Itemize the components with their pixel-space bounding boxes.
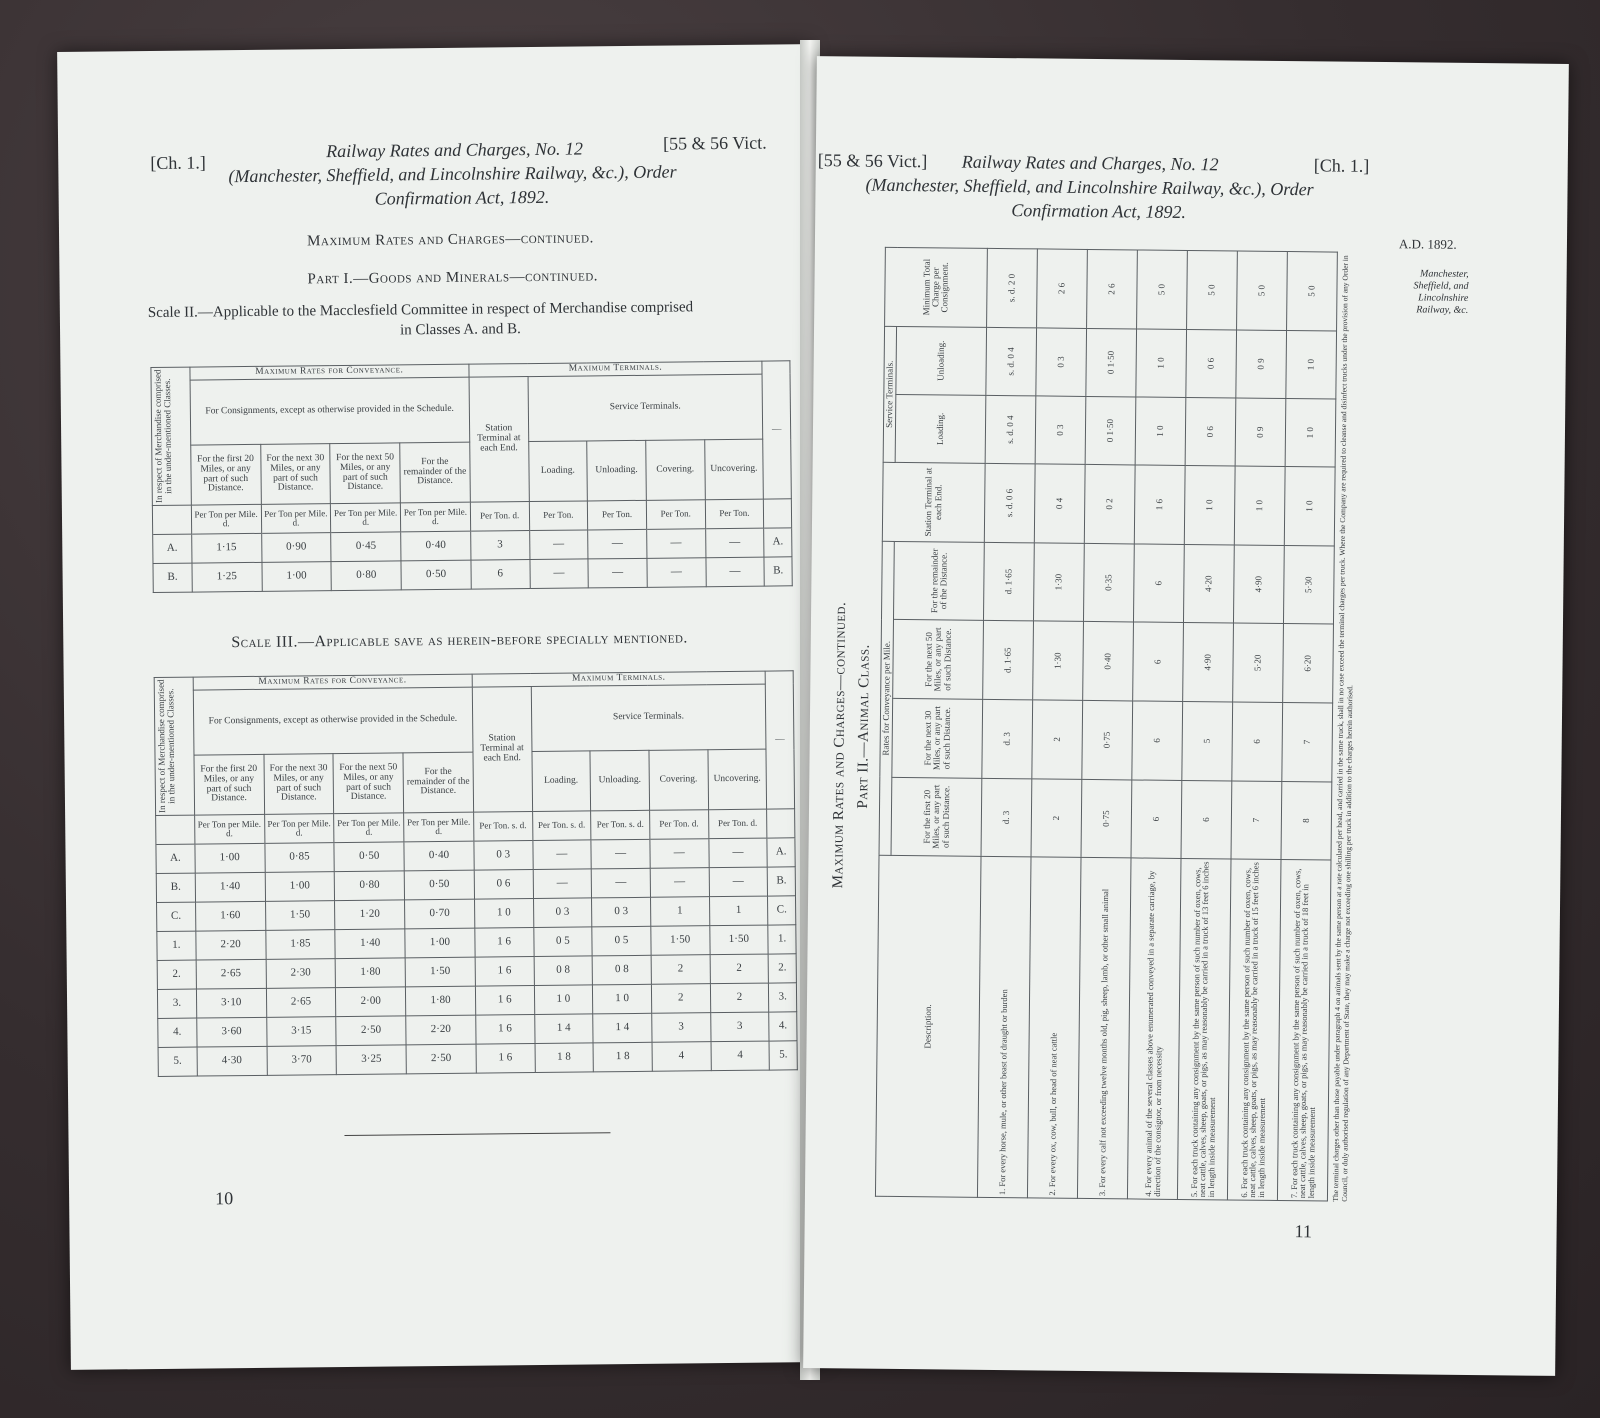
table-cell: — (709, 867, 768, 897)
value-cell: 6 (1134, 544, 1185, 623)
table-cell: B. (153, 563, 192, 592)
unit-cell: Per Ton per Mile. d. (331, 503, 401, 533)
table-cell: — (706, 557, 765, 587)
r1-header: For the first 20 Miles, or any part of such Distance. (891, 777, 982, 857)
act-subtitle: (Manchester, Sheffield, and Lincolnshire Railway, &c.), Order (865, 174, 1314, 200)
table-cell: B. (767, 867, 795, 896)
value-cell: 8 (1281, 781, 1332, 860)
terminals-header: Maximum Terminals. (469, 361, 763, 377)
value-cell: 0 3 (1036, 328, 1087, 397)
table-cell: B. (764, 557, 792, 586)
value-cell: 2 6 (1037, 249, 1088, 328)
unit-cell: Per Ton. d. (649, 810, 708, 840)
consignments-header: For Consignments, except as otherwise provided in the Schedule. (193, 687, 473, 755)
table-cell: 2·20 (196, 930, 266, 960)
table-cell: 1. (157, 931, 196, 960)
unit-cell (156, 815, 195, 844)
table-cell: 1 6 (476, 1044, 535, 1074)
loading-header: Loading. (528, 441, 587, 502)
table-cell: 0·70 (405, 899, 475, 929)
table-cell: 1·80 (405, 986, 475, 1016)
col1-header: For the first 20 Miles, or any part of such Distance. (190, 444, 260, 505)
table-cell: 1 4 (534, 1014, 593, 1044)
value-cell: 1 0 (1136, 397, 1187, 466)
table-cell: A. (764, 528, 792, 557)
table-cell: 0·50 (334, 842, 404, 872)
table-cell: 0·45 (331, 532, 401, 562)
station-header: Station Terminal at each End. (469, 377, 529, 503)
unit-cell (764, 499, 792, 528)
rates-header: Rates for Conveyance per Mile. (879, 541, 895, 856)
table-cell: — (588, 558, 647, 588)
table-cell: 1·50 (651, 926, 710, 956)
table-cell: — (647, 558, 706, 588)
table-cell: 0 3 (533, 898, 592, 928)
vict-label: [55 & 56 Vict. (663, 132, 767, 154)
table-cell: C. (768, 896, 796, 925)
table-cell: 1. (768, 925, 796, 954)
col4-header: For the remainder of the Distance. (400, 442, 470, 503)
col1-header: For the first 20 Miles, or any part of such Distance. (194, 754, 264, 815)
chapter-label: [Ch. 1.] (1313, 155, 1370, 176)
table-cell: — (591, 868, 650, 898)
table-cell: 0 5 (592, 926, 651, 956)
vict-label: [55 & 56 Vict.] (817, 150, 928, 172)
value-cell: s. d. 2 0 (987, 248, 1038, 327)
value-cell: d. 1·65 (984, 542, 1035, 621)
table-cell: 4·30 (197, 1046, 267, 1076)
r4-header: For the remainder of the Distance. (894, 541, 985, 621)
right-page (803, 56, 1569, 1376)
value-cell: s. d. 0 6 (985, 463, 1036, 542)
unit-cell: Per Ton. (529, 501, 588, 531)
table-cell: 0·80 (331, 561, 401, 591)
value-cell: 6 (1133, 622, 1184, 701)
table-cell: 1·00 (265, 872, 335, 902)
table-cell: 1·40 (195, 872, 265, 902)
value-cell: s. d. 0 4 (986, 395, 1037, 464)
table-cell: C. (157, 902, 196, 931)
col2-header: For the next 30 Miles, or any part of such Distance. (260, 444, 330, 505)
col3-header: For the next 50 Miles, or any part of such Distance. (333, 753, 403, 814)
animal-class-table (875, 247, 1338, 1202)
divider-rule (344, 1132, 610, 1136)
table-cell: A. (156, 844, 195, 873)
value-cell: 1 0 (1235, 466, 1286, 545)
table-cell: 1 0 (474, 899, 533, 929)
value-cell: 0 1·50 (1086, 396, 1137, 465)
value-cell: 5 0 (1237, 251, 1288, 330)
description-cell: 1. For every horse, mule, or other beast of draught or burden (978, 857, 1032, 1198)
value-cell: 2 6 (1087, 249, 1138, 328)
description-cell: 5. For each truck containing any consignment by the same person of such number of oxen, cows, neat cattle, calves, sheep, goats, or pigs, as may reasonably be carried in a truck of 13 feet 6 inches in length inside measurement (1178, 859, 1232, 1200)
table-cell: 1 4 (593, 1013, 652, 1043)
table-cell: 0 3 (592, 897, 651, 927)
table-cell: 0 8 (592, 955, 651, 985)
table-cell: — (708, 838, 767, 868)
table-cell: 4. (158, 1018, 197, 1047)
value-cell: 1 0 (1286, 398, 1337, 467)
description-cell: 7. For each truck containing any consignment by the same person of such number of oxen, cows, neat cattle, calves, sheep, goats, or pigs, as may reasonably be carried in a truck of 18 feet in length inside measurement (1278, 860, 1332, 1201)
chapter-label: [Ch. 1.] (150, 152, 206, 174)
unloading-header: Unloading. (587, 440, 646, 501)
unit-cell: Per Ton. s. d. (473, 812, 532, 842)
col2-header: For the next 30 Miles, or any part of such Distance. (264, 754, 334, 815)
table-cell: — (529, 530, 588, 560)
loading-header: Loading. (531, 751, 590, 812)
value-cell: 1 0 (1286, 330, 1337, 399)
value-cell: 0 2 (1085, 464, 1136, 543)
value-cell: s. d. 0 4 (986, 327, 1037, 396)
classes-header: In respect of Merchandise comprised in the under-mentioned Classes. (155, 679, 177, 814)
table-cell: — (650, 839, 709, 869)
value-cell: 7 (1231, 781, 1282, 860)
unit-cell: Per Ton per Mile. d. (194, 814, 264, 844)
unloading-header: Unloading. (590, 750, 649, 811)
value-cell: 0·75 (1082, 700, 1133, 779)
table-cell: 4. (769, 1012, 797, 1041)
unit-cell: Per Ton. d. (470, 502, 529, 532)
value-cell: 5 (1182, 701, 1233, 780)
left-page (57, 44, 823, 1370)
table-footnote: The terminal charges other than those payable under paragraph 4 on animals sent by the same person at a rate calculated per head, and carried in the same truck, shall in no case exceed the terminal charges per truck. Where the Company are required to cleanse and disinfect trucks under the provision of any Order in Council, or duly authorised regulation of any Department of State, they may make a charge not exceeding one shilling per truck in addition to the charges herein authorised. (1330, 255, 1355, 1202)
uncovering-header: Uncovering. (704, 439, 763, 500)
table-cell: 2. (768, 954, 796, 983)
value-cell: 1 0 (1285, 467, 1336, 546)
r2-header: For the next 30 Miles, or any part of such Distance. (892, 698, 983, 778)
table-cell: 3·10 (196, 988, 266, 1018)
table-cell: 1 (650, 897, 709, 927)
table-cell: 4 (711, 1041, 770, 1071)
unit-cell: Per Ton. (646, 500, 705, 530)
uncovering-header: Uncovering. (708, 749, 767, 810)
value-cell: 5 0 (1187, 250, 1238, 329)
table-cell: 0·85 (264, 843, 334, 873)
value-cell: 4·90 (1234, 545, 1285, 624)
value-cell: 0 1·50 (1086, 328, 1137, 397)
description-header: Description. (875, 855, 981, 1197)
act-title: Railway Rates and Charges, No. 12 (961, 151, 1219, 175)
table-cell: B. (156, 873, 195, 902)
value-cell: 1 6 (1135, 465, 1186, 544)
table-cell: 6 (471, 560, 530, 590)
act-title: Railway Rates and Charges, No. 12 (326, 138, 584, 162)
act-subtitle: (Manchester, Sheffield, and Lincolnshire Railway, &c.), Order (228, 161, 677, 187)
value-cell: 6·20 (1283, 624, 1334, 703)
unloading-header: Unloading. (896, 326, 987, 395)
table-cell: 3·60 (196, 1017, 266, 1047)
value-cell: 5 0 (1287, 252, 1338, 331)
table-cell: 1·00 (261, 562, 331, 592)
table-cell: 1·25 (192, 562, 262, 592)
scale2-heading: Scale II.—Applicable to the Macclesfield Committee in respect of Merchandise comprised (147, 299, 694, 322)
table-cell: 1·15 (191, 533, 261, 563)
covering-header: Covering. (646, 440, 705, 501)
minimum-header: Minimum Total Charge per Consignment. (885, 247, 988, 327)
table-cell: 0 6 (474, 870, 533, 900)
margin-note: Manchester, Sheffield, and Lincolnshire Railway, &c. (1413, 268, 1469, 316)
conveyance-header: Maximum Rates for Conveyance. (193, 674, 472, 690)
table-cell: 1·50 (405, 957, 475, 987)
table-cell: 1·80 (335, 958, 405, 988)
value-cell: 4·90 (1183, 623, 1234, 702)
table-cell: 2·65 (196, 959, 266, 989)
table-cell: 2·50 (336, 1016, 406, 1046)
unit-cell: Per Ton. s. d. (591, 810, 650, 840)
value-cell: 0 9 (1236, 398, 1287, 467)
act-year: Confirmation Act, 1892. (1011, 200, 1187, 222)
scale2-subheading: in Classes A. and B. (399, 321, 521, 339)
unit-cell: Per Ton per Mile. d. (400, 502, 470, 532)
value-cell: 0·40 (1083, 622, 1134, 701)
terminals-header: Maximum Terminals. (472, 671, 766, 687)
table-cell: 2 (651, 955, 710, 985)
value-cell: 6 (1181, 780, 1232, 859)
page-number-left: 10 (215, 1188, 234, 1209)
table-cell: 3·70 (267, 1046, 337, 1076)
table-cell: 1·85 (265, 930, 335, 960)
value-cell: 2 (1032, 700, 1083, 779)
table-cell: — (588, 529, 647, 559)
table-cell: 1 6 (475, 986, 534, 1016)
covering-header: Covering. (649, 750, 708, 811)
table-cell: 1·00 (405, 928, 475, 958)
value-cell: 1·30 (1034, 543, 1085, 622)
table-cell: 2 (710, 983, 769, 1013)
table-cell: 1·60 (195, 901, 265, 931)
table-cell: — (647, 529, 706, 559)
table-cell: 1 (709, 896, 768, 926)
table-cell: 0 8 (534, 956, 593, 986)
table-cell: 1·00 (195, 843, 265, 873)
value-cell: 2 (1031, 778, 1082, 857)
table-cell: 1 6 (475, 928, 534, 958)
value-cell: 5·30 (1284, 545, 1335, 624)
table-row (153, 557, 792, 593)
classes-header: In respect of Merchandise comprised in the under-mentioned Classes. (152, 369, 174, 504)
table-cell: 1 6 (475, 957, 534, 987)
table-cell: 1 8 (593, 1042, 652, 1072)
scale3-heading: Scale III.—Applicable save as herein-before specially mentioned. (231, 629, 688, 652)
table-cell: 2·00 (336, 987, 406, 1017)
value-cell: 1 0 (1136, 329, 1187, 398)
unit-cell: Per Ton per Mile. d. (334, 813, 404, 843)
value-cell: 0 6 (1186, 397, 1237, 466)
unit-cell (152, 505, 191, 534)
table-cell: — (705, 528, 764, 558)
col3-header: For the next 50 Miles, or any part of such Distance. (330, 443, 400, 504)
col4-header: For the remainder of the Distance. (403, 752, 473, 813)
table-cell: 2 (651, 984, 710, 1014)
value-cell: d. 3 (982, 699, 1033, 778)
table-cell: 3·25 (336, 1045, 406, 1075)
table-cell: 1·40 (335, 929, 405, 959)
unit-cell: Per Ton. (588, 500, 647, 530)
scale3-table: In respect of Merchandise comprised in the under-mentioned Classes. Maximum Rates for Conveyance. Maximum Terminals. — For Consignments, except as otherwise provided in the Schedule. Station Terminal at each End. Service Terminals. For the first 20 Miles, or any part of such Distance. For the next 30 Miles, or any part of such Distance. For the next 50 Miles, or any part of such Distance. For the remainder of the Distance. Loading. Unloading. Covering. Uncovering. Per Ton per Mile. d. Per Ton per Mile. d. Per Ton per Mile. d. Per Ton per Mile. d. Per Ton. s. d. Per Ton. s. d. Per Ton. s. d. Per Ton. d. Per Ton. d. A. 1·00 0·85 0·50 0·40 0 3 — — — — A. B. 1·40 1·00 0·80 0·50 0 6 — — — — B. C. 1·60 1·50 1·20 0·70 1 0 0 3 0 3 1 1 C. 1. 2·20 1·85 1·40 1·00 1 6 0 5 0 5 1·50 1·50 1. 2. 2·65 2·30 1·80 1·50 1 6 0 8 0 8 2 2 2. 3. 3·10 2·65 2·00 1·80 1 6 1 0 1 0 2 2 3. 4. 3·60 3·15 2·50 2·20 1 6 1 4 1 4 3 3 4. 5. 4·30 3·70 3·25 2·50 1 6 1 8 1 8 4 4 5. (154, 670, 798, 1077)
unit-cell (767, 809, 795, 838)
table-cell: — (529, 559, 588, 589)
table-cell: 1 8 (535, 1043, 594, 1073)
value-cell: 0 3 (1036, 396, 1087, 465)
unit-cell: Per Ton. d. (708, 809, 767, 839)
table-cell: 3. (157, 989, 196, 1018)
station-header: Station Terminal at each End. (882, 462, 985, 542)
table-row (158, 1041, 797, 1077)
table-cell: 2·20 (406, 1015, 476, 1045)
table-cell: 2·65 (266, 988, 336, 1018)
value-cell: 5 0 (1137, 250, 1188, 329)
value-cell: 6 (1132, 701, 1183, 780)
table-cell: 2·50 (406, 1044, 476, 1074)
value-cell: 1 0 (1185, 465, 1236, 544)
value-cell: 0 6 (1186, 329, 1237, 398)
unit-cell: Per Ton per Mile. d. (191, 504, 261, 534)
rotated-part-heading: Part II.—Animal Class. (855, 644, 873, 809)
service-header: Service Terminals. (883, 326, 897, 462)
part-heading: Part I.—Goods and Minerals—continued. (307, 268, 599, 288)
table-cell: 1·20 (335, 900, 405, 930)
unit-cell: Per Ton. (705, 499, 764, 529)
section-heading: Maximum Rates and Charges—continued. (307, 230, 594, 250)
value-cell: 0 4 (1035, 464, 1086, 543)
service-header: Service Terminals. (528, 374, 763, 441)
table-cell: — (650, 868, 709, 898)
value-cell: d. 1·65 (983, 621, 1034, 700)
value-cell: 6 (1131, 780, 1182, 859)
table-cell: 1 0 (593, 984, 652, 1014)
description-cell: 2. For every ox, cow, bull, or head of neat cattle (1028, 857, 1082, 1198)
table-cell: 0·40 (401, 531, 471, 561)
value-cell: d. 3 (981, 778, 1032, 857)
table-cell: 0·40 (404, 841, 474, 871)
value-cell: 1·30 (1033, 621, 1084, 700)
table-cell: 2. (157, 960, 196, 989)
table-cell: 3. (769, 983, 797, 1012)
table-cell: 1 6 (476, 1015, 535, 1045)
table-cell: 0 3 (474, 841, 533, 871)
table-cell: 0·90 (261, 533, 331, 563)
table-cell: — (591, 839, 650, 869)
scale2-table: In respect of Merchandise comprised in the under-mentioned Classes. Maximum Rates for Conveyance. Maximum Terminals. — For Consignments, except as otherwise provided in the Schedule. Station Terminal at each End. Service Terminals. For the first 20 Miles, or any part of such Distance. For the next 30 Miles, or any part of such Distance. For the next 50 Miles, or any part of such Distance. For the remainder of the Distance. Loading. Unloading. Covering. Uncovering. Per Ton per Mile. d. Per Ton per Mile. d. Per Ton per Mile. d. Per Ton per Mile. d. Per Ton. d. Per Ton. Per Ton. Per Ton. Per Ton. A. 1·15 0·90 0·45 0·40 3 — — — — A. B. 1·25 1·00 0·80 0·50 6 — — — — B. (150, 360, 792, 593)
value-cell: 4·20 (1184, 544, 1235, 623)
value-cell: 6 (1232, 702, 1283, 781)
rotated-section-heading: Maximum Rates and Charges—continued. (830, 601, 850, 889)
animal-row (1278, 252, 1338, 1201)
table-cell: 5. (158, 1047, 197, 1076)
table-cell: 3 (652, 1013, 711, 1043)
value-cell: 0·75 (1081, 779, 1132, 858)
table-cell: 2 (710, 954, 769, 984)
table-cell: 2·30 (266, 959, 336, 989)
station-header: Station Terminal at each End. (472, 687, 532, 813)
table-cell: 0 5 (533, 927, 592, 957)
description-cell: 4. For every animal of the several classes above enumerated conveyed in a separate carriage, by direction of the consignor, or from necessity (1128, 858, 1182, 1199)
value-cell: 5·20 (1233, 623, 1284, 702)
page-number-right: 11 (1294, 1221, 1313, 1242)
unit-cell: Per Ton. s. d. (532, 811, 591, 841)
unit-cell: Per Ton per Mile. d. (261, 504, 331, 534)
ad-year: A.D. 1892. (1398, 236, 1457, 252)
animal-class-table-wrap (875, 247, 1375, 1202)
table-cell: 0·80 (334, 871, 404, 901)
table-cell: 3·15 (266, 1017, 336, 1047)
table-cell: 0·50 (404, 870, 474, 900)
value-cell: 0 9 (1236, 330, 1287, 399)
unit-cell: Per Ton per Mile. d. (264, 814, 334, 844)
table-cell: 5. (769, 1041, 797, 1070)
table-cell: A. (153, 534, 192, 563)
value-cell: 0·35 (1084, 543, 1135, 622)
unit-cell: Per Ton per Mile. d. (404, 812, 474, 842)
act-year: Confirmation Act, 1892. (374, 186, 550, 209)
description-cell: 6. For each truck containing any consignment by the same person of such number of oxen, cows, neat cattle, calves, sheep, goats, or pigs, as may reasonably be carried in a truck of 15 feet 6 inches in length inside measurement (1228, 859, 1282, 1200)
r3-header: For the next 50 Miles, or any part of such Distance. (893, 620, 984, 700)
table-cell: A. (767, 838, 795, 867)
table-cell: 4 (652, 1042, 711, 1072)
consignments-header: For Consignments, except as otherwise provided in the Schedule. (190, 377, 470, 445)
service-header: Service Terminals. (531, 684, 766, 751)
value-cell: 7 (1282, 702, 1333, 781)
table-cell: 0·50 (401, 560, 471, 590)
table-cell: 3 (710, 1012, 769, 1042)
table-cell: — (532, 840, 591, 870)
table-cell: — (533, 869, 592, 899)
table-cell: 3 (470, 531, 529, 561)
description-cell: 3. For every calf not exceeding twelve months old, pig, sheep, lamb, or other small animal (1078, 858, 1132, 1199)
loading-header: Loading. (896, 394, 987, 463)
table-cell: 1 0 (534, 985, 593, 1015)
conveyance-header: Maximum Rates for Conveyance. (190, 364, 469, 380)
table-cell: 1·50 (265, 901, 335, 931)
table-cell: 1·50 (709, 925, 768, 955)
